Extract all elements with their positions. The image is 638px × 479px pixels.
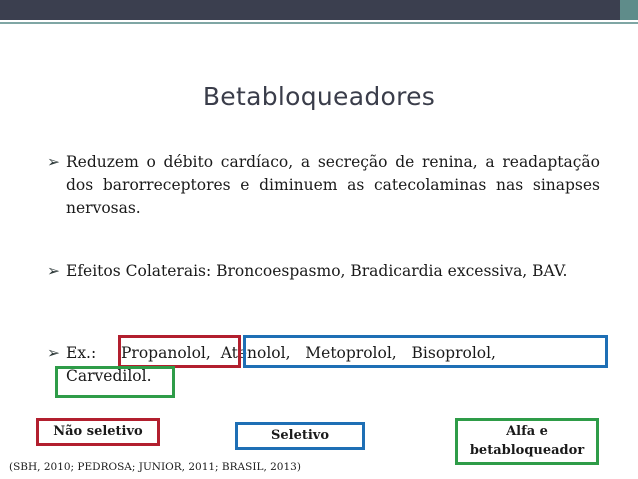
legend-selective: Seletivo	[235, 422, 365, 450]
arrow-bullet-icon: ➢	[47, 344, 60, 362]
top-bar-dark-segment	[0, 0, 620, 20]
top-divider-line	[0, 22, 638, 24]
legend-nonselective: Não seletivo	[36, 418, 160, 446]
slide-title: Betabloqueadores	[202, 82, 436, 111]
drug-bisoprolol: Bisoprolol,	[411, 344, 496, 362]
arrow-bullet-icon: ➢	[47, 153, 60, 171]
bullet-side-effects-text: Efeitos Colaterais: Broncoespasmo, Bradicardia excessiva, BAV.	[66, 262, 568, 280]
selective-highlight-box	[243, 335, 608, 368]
drug-metoprolol: Metoprolol,	[305, 344, 397, 362]
top-bar-accent-segment	[620, 0, 638, 20]
references: (SBH, 2010; PEDROSA; JUNIOR, 2011; BRASIL, 2013)	[9, 461, 301, 473]
bullet-side-effects	[47, 260, 600, 283]
top-bar	[0, 0, 638, 20]
legend-alpha-beta-line-2: betabloqueador	[469, 443, 585, 458]
legend-alpha-beta-line-1: Alfa e	[506, 424, 548, 439]
alpha-beta-highlight-box	[55, 366, 175, 398]
legend-alpha-beta	[455, 418, 599, 465]
nonselective-highlight-box	[118, 335, 241, 368]
drug-atenolol: Atenolol,	[220, 344, 291, 362]
examples-period: .	[146, 367, 152, 385]
bullet-mechanism-text: Reduzem o débito cardíaco, a secreção de renina, a readaptação dos barorreceptores e diminuem as catecolaminas nas sinapses nervosas.	[66, 153, 600, 217]
drug-propanolol: Propanolol,	[121, 344, 211, 362]
bullet-mechanism	[47, 151, 600, 220]
arrow-bullet-icon: ➢	[47, 262, 60, 280]
drug-carvedilol: Carvedilol	[66, 367, 147, 385]
examples-label: Ex.:	[66, 344, 97, 362]
